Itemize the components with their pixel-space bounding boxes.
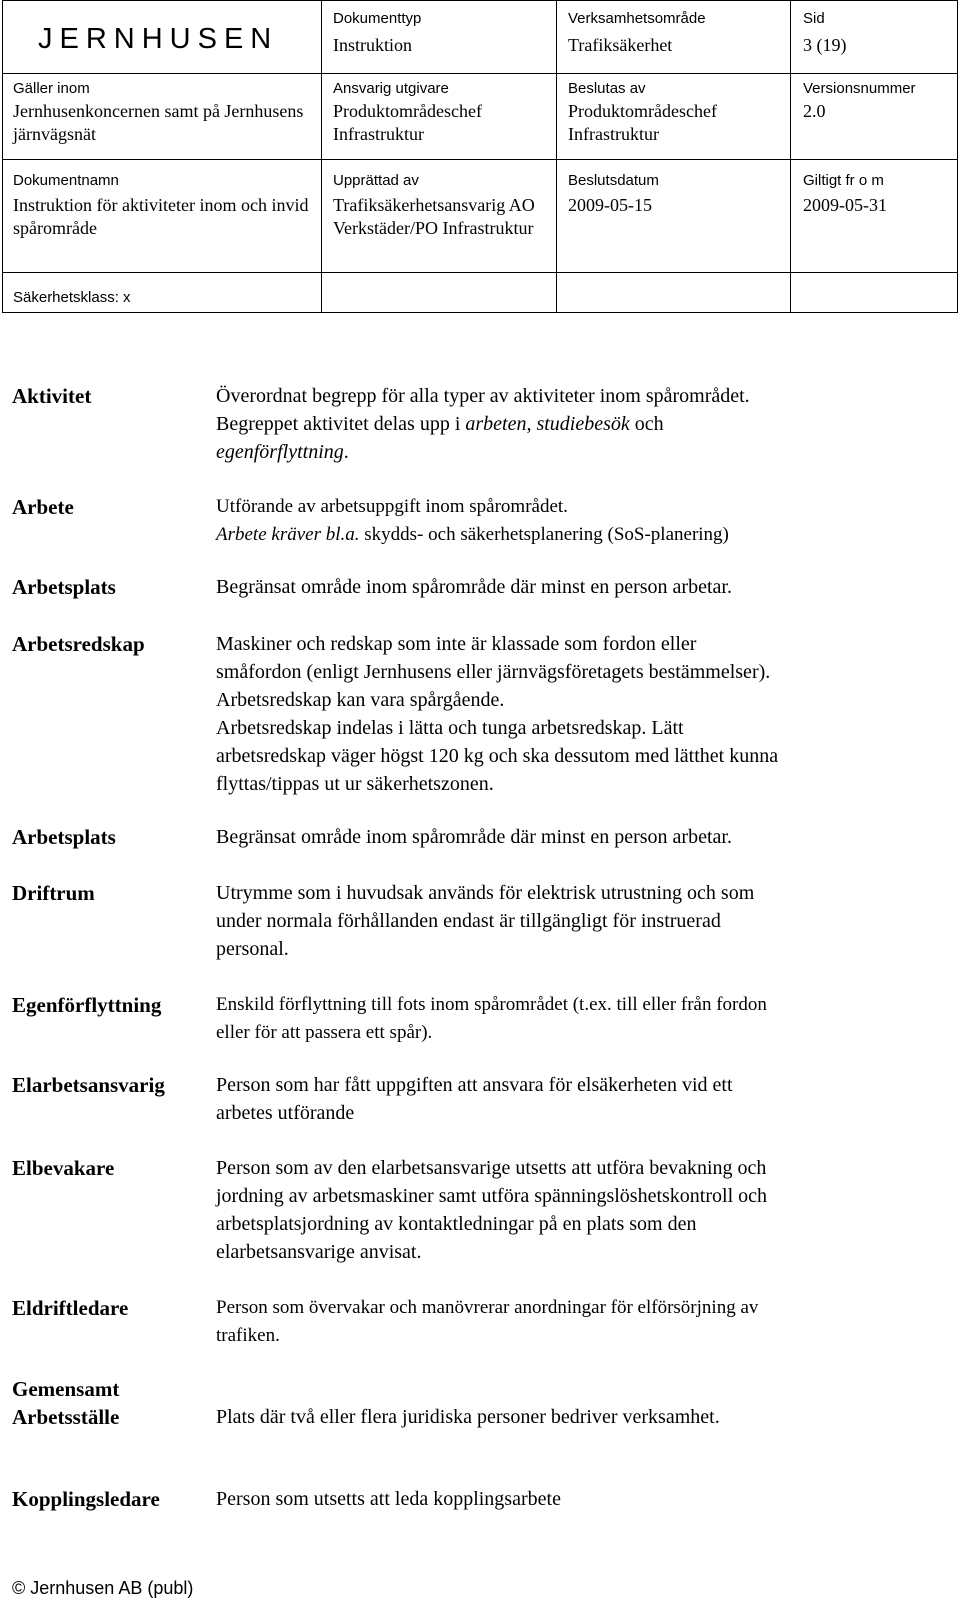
beslutsdatum-label: Beslutsdatum: [568, 172, 659, 189]
beslutsdatum-value: 2009-05-15: [568, 195, 652, 215]
term: Gemensamt Arbetsställe: [12, 1377, 120, 1429]
term: Arbete: [12, 495, 74, 519]
dokumentnamn-value: Instruktion för aktiviteter inom och invid spårområde: [13, 195, 309, 238]
term: Arbetsredskap: [12, 632, 145, 656]
document-header-table: [2, 0, 958, 313]
term: Aktivitet: [12, 384, 92, 408]
sakerhetsklass: Säkerhetsklass: x: [13, 289, 131, 306]
definition: Plats där två eller flera juridiska personer bedriver verksamhet.: [216, 1406, 720, 1428]
term: Kopplingsledare: [12, 1487, 160, 1511]
sid-value: 3 (19): [803, 35, 847, 55]
definition: Person som övervakar och manövrerar anordningar för elförsörjning av trafiken.: [216, 1297, 759, 1346]
galler-inom-value: Jernhusenkoncernen samt på Jernhusens järnvägsnät: [13, 101, 304, 144]
upprattad-av-value: Trafiksäkerhetsansvarig AO Verkstäder/PO Infrastruktur: [333, 195, 535, 238]
definition: Utförande av arbetsuppgift inom spårområdet. Arbete kräver bl.a. skydds- och säkerhetsplanering (SoS-planering): [216, 496, 729, 545]
definition: Utrymme som i huvudsak används för elektrisk utrustning och som under normala förhållanden endast är tillgängligt för instruerad personal.: [216, 882, 755, 960]
definition: Begränsat område inom spårområde där minst en person arbetar.: [216, 826, 732, 848]
versionsnummer-label: Versionsnummer: [803, 80, 916, 97]
verksamhetsomrade-cell: [568, 9, 706, 57]
definition: Överordnat begrepp för alla typer av aktiviteter inom spårområdet. Begreppet aktivitet delas upp i arbeten, studiebesök och egenförflyttning.: [216, 385, 750, 463]
beslutas-av-value: Produktområdeschef Infrastruktur: [568, 101, 717, 144]
galler-inom-label: Gäller inom: [13, 80, 90, 97]
ansvarig-utgivare-cell: [333, 79, 543, 146]
jernhusen-logo: JERNHUSEN: [38, 23, 279, 55]
definition: Person som av den elarbetsansvarige utsetts att utföra bevakning och jordning av arbetsmaskiner samt utföra spänningslöshetskontroll och arbetsplatsjordning av kontaktledningar på en plats som den elarbetsansvarige anvisat.: [216, 1157, 768, 1263]
definition: Person som utsetts att leda kopplingsarbete: [216, 1488, 561, 1510]
term: Arbetsplats: [12, 825, 116, 849]
ansvarig-utgivare-label: Ansvarig utgivare: [333, 80, 449, 97]
giltigt-label: Giltigt fr o m: [803, 172, 884, 189]
term: Elbevakare: [12, 1156, 115, 1180]
upprattad-av-label: Upprättad av: [333, 172, 419, 189]
term: Egenförflyttning: [12, 993, 162, 1017]
verksamhetsomrade-label: Verksamhetsområde: [568, 10, 706, 27]
galler-inom-cell: [13, 79, 313, 146]
versionsnummer-value: 2.0: [803, 101, 826, 121]
giltigt-value: 2009-05-31: [803, 195, 887, 215]
term: Elarbetsansvarig: [12, 1073, 165, 1097]
beslutsdatum-cell: [568, 171, 659, 217]
term: Eldriftledare: [12, 1296, 129, 1320]
dokumentnamn-cell: [13, 171, 313, 240]
giltigt-cell: [803, 171, 887, 217]
beslutas-av-cell: [568, 79, 778, 146]
verksamhetsomrade-value: Trafiksäkerhet: [568, 35, 673, 55]
dokumentnamn-label: Dokumentnamn: [13, 172, 119, 189]
dokumenttyp-cell: [333, 9, 421, 57]
definition: Enskild förflyttning till fots inom spårområdet (t.ex. till eller från fordon eller för att passera ett spår).: [216, 994, 767, 1043]
definition: Person som har fått uppgiften att ansvara för elsäkerheten vid ett arbetes utförande: [216, 1074, 733, 1124]
beslutas-av-label: Beslutas av: [568, 80, 646, 97]
versionsnummer-cell: [803, 79, 916, 123]
dokumenttyp-label: Dokumenttyp: [333, 10, 422, 27]
sid-cell: [803, 9, 847, 57]
sid-label: Sid: [803, 10, 825, 27]
ansvarig-utgivare-value: Produktområdeschef Infrastruktur: [333, 101, 482, 144]
definition: Maskiner och redskap som inte är klassade som fordon eller småfordon (enligt Jernhusens eller järnvägsföretagets bestämmelser). Arbetsredskap kan vara spårgående. Arbetsredskap indelas i lätta och tunga arbetsredskap. Lätt arbetsredskap väger högst 120 kg och ska dessutom med lätthet kunna flyttas/tippas ut ur säkerhetszonen.: [216, 633, 779, 795]
term: Arbetsplats: [12, 575, 116, 599]
copyright-footer: © Jernhusen AB (publ): [12, 1578, 194, 1598]
upprattad-av-cell: [333, 171, 543, 240]
term: Driftrum: [12, 881, 95, 905]
definition: Begränsat område inom spårområde där minst en person arbetar.: [216, 576, 732, 598]
dokumenttyp-value: Instruktion: [333, 35, 412, 55]
